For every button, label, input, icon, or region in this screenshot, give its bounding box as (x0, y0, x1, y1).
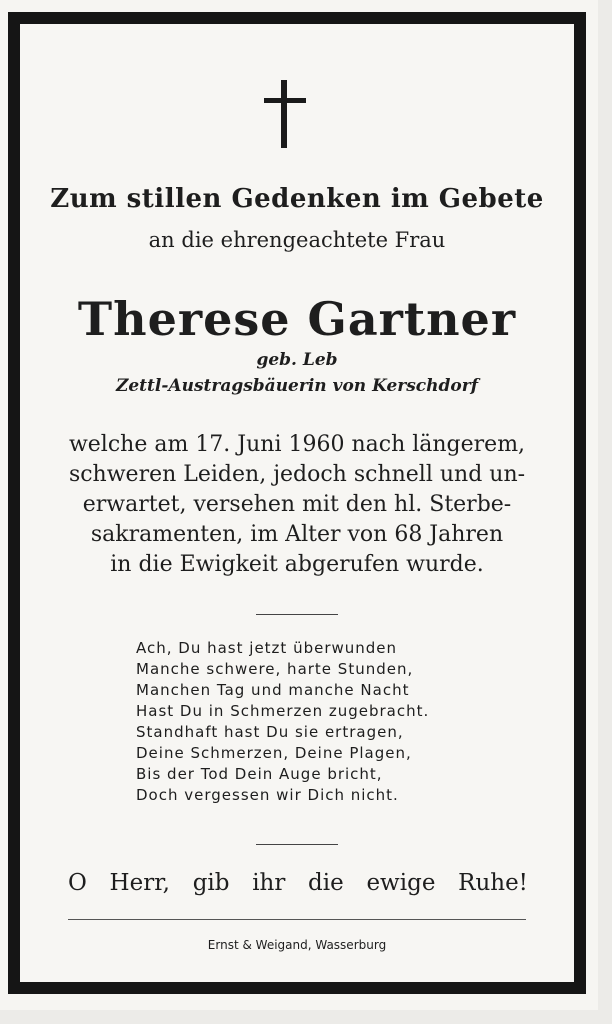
poem-line: Bis der Tod Dein Auge bricht, (136, 765, 383, 783)
divider-lower (256, 844, 338, 845)
prayer-word: Herr, (109, 870, 170, 896)
body-line: sakramenten, im Alter von 68 Jahren (90, 522, 504, 547)
deceased-name: Therese Gartner (77, 292, 517, 346)
cross-icon (264, 80, 306, 148)
prayer-word: ihr (252, 870, 286, 896)
divider-upper (256, 614, 338, 615)
body-line: schweren Leiden, jedoch schnell und un- (68, 462, 526, 487)
poem-line: Standhaft hast Du sie ertragen, (136, 723, 404, 741)
heading-dedication: an die ehrengeachtete Frau (148, 228, 446, 252)
heading-remembrance: Zum stillen Gedenken im Gebete (50, 184, 544, 214)
card-content (20, 24, 574, 982)
poem (136, 638, 496, 806)
closing-prayer (68, 870, 528, 896)
poem-line: Manche schwere, harte Stunden, (136, 660, 414, 678)
body-line: erwartet, versehen mit den hl. Sterbe- (82, 492, 512, 517)
poem-line: Hast Du in Schmerzen zugebracht. (136, 702, 430, 720)
printer-imprint: Ernst & Weigand, Wasserburg (207, 938, 387, 952)
death-notice-text (20, 430, 574, 580)
black-mourning-border (8, 12, 586, 994)
prayer-word: O (68, 870, 87, 896)
poem-line: Deine Schmerzen, Deine Plagen, (136, 744, 412, 762)
body-line: welche am 17. Juni 1960 nach längerem, (68, 432, 526, 457)
poem-line: Ach, Du hast jetzt überwunden (136, 639, 398, 657)
body-line: in die Ewigkeit abgerufen wurde. (110, 552, 484, 577)
prayer-word: die (308, 870, 344, 896)
occupation: Zettl-Austragsbäuerin von Kerschdorf (115, 376, 479, 396)
prayer-word: ewige (366, 870, 436, 896)
prayer-word: gib (192, 870, 230, 896)
poem-line: Doch vergessen wir Dich nicht. (136, 786, 399, 804)
prayer-word: Ruhe! (458, 870, 528, 896)
footer-rule (68, 919, 526, 920)
poem-line: Manchen Tag und manche Nacht (136, 681, 410, 699)
maiden-name: geb. Leb (256, 350, 338, 370)
